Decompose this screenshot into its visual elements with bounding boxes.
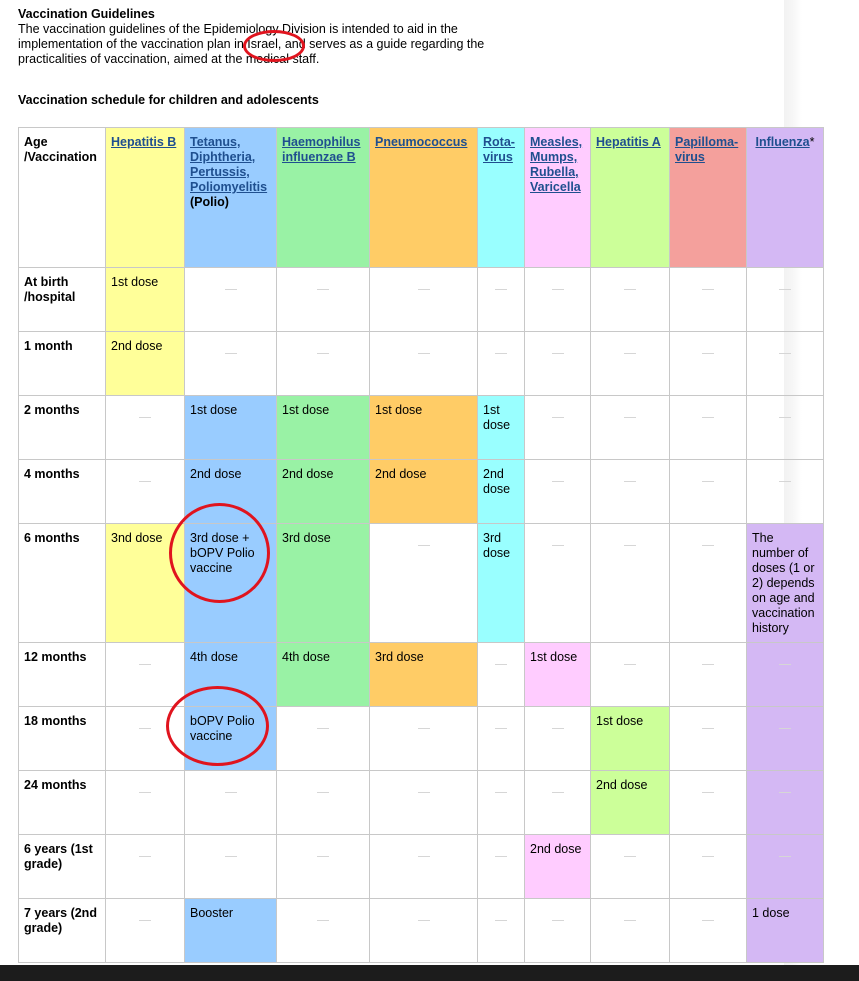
header-influenza-asterisk: * bbox=[809, 135, 815, 149]
header-measles-mumps-rubella-varicella bbox=[525, 128, 591, 268]
link-hepatitis-b[interactable]: Hepatitis B bbox=[111, 135, 177, 149]
empty-cell bbox=[478, 707, 525, 771]
age-cell: At birth /hospital bbox=[19, 268, 106, 332]
dash-mark bbox=[624, 545, 636, 546]
age-cell: 6 years (1st grade) bbox=[19, 835, 106, 899]
dose-cell-measles-mumps-rubella-varicella: 1st dose bbox=[525, 643, 591, 707]
dash-mark bbox=[418, 353, 430, 354]
dash-mark bbox=[418, 289, 430, 290]
header-age-vaccination: Age /Vaccination bbox=[19, 128, 106, 268]
dose-cell-hepatitis-a: 1st dose bbox=[591, 707, 670, 771]
dash-mark bbox=[418, 545, 430, 546]
dash-mark bbox=[495, 920, 507, 921]
dash-mark bbox=[552, 792, 564, 793]
empty-cell bbox=[106, 643, 185, 707]
dose-cell-rotavirus: 2nd dose bbox=[478, 460, 525, 524]
age-cell: 6 months bbox=[19, 524, 106, 643]
age-cell: 24 months bbox=[19, 771, 106, 835]
empty-cell bbox=[525, 332, 591, 396]
empty-cell bbox=[525, 268, 591, 332]
empty-cell bbox=[478, 643, 525, 707]
dose-cell-rotavirus: 1st dose bbox=[478, 396, 525, 460]
empty-cell bbox=[670, 707, 747, 771]
dash-mark bbox=[702, 545, 714, 546]
dose-cell-tetanus-diphtheria-pertussis-polio: 2nd dose bbox=[185, 460, 277, 524]
empty-cell bbox=[525, 899, 591, 963]
dose-cell-haemophilus-influenzae-b: 2nd dose bbox=[277, 460, 370, 524]
header-hepatitis-a bbox=[591, 128, 670, 268]
dash-mark bbox=[779, 481, 791, 482]
dose-cell-pneumococcus: 1st dose bbox=[370, 396, 478, 460]
link-rotavirus[interactable]: Rota-virus bbox=[483, 135, 515, 164]
empty-cell bbox=[277, 771, 370, 835]
empty-cell bbox=[106, 771, 185, 835]
vaccination-schedule-table bbox=[18, 127, 824, 963]
dash-mark bbox=[779, 728, 791, 729]
empty-cell bbox=[478, 899, 525, 963]
influenza-cell bbox=[747, 835, 824, 899]
table-row bbox=[19, 332, 824, 396]
empty-cell bbox=[591, 835, 670, 899]
empty-cell bbox=[277, 899, 370, 963]
empty-cell bbox=[370, 707, 478, 771]
header-hepatitis-b bbox=[106, 128, 185, 268]
dash-mark bbox=[139, 792, 151, 793]
dose-cell-influenza: 1 dose bbox=[747, 899, 824, 963]
empty-cell bbox=[525, 707, 591, 771]
empty-cell bbox=[185, 771, 277, 835]
dash-mark bbox=[779, 417, 791, 418]
empty-cell bbox=[670, 524, 747, 643]
dash-mark bbox=[495, 856, 507, 857]
empty-cell bbox=[277, 835, 370, 899]
dash-mark bbox=[702, 417, 714, 418]
empty-cell bbox=[478, 835, 525, 899]
dose-cell-pneumococcus: 2nd dose bbox=[370, 460, 478, 524]
empty-cell bbox=[670, 332, 747, 396]
dash-mark bbox=[495, 728, 507, 729]
dash-mark bbox=[495, 289, 507, 290]
dash-mark bbox=[702, 920, 714, 921]
dash-mark bbox=[317, 856, 329, 857]
age-cell: 4 months bbox=[19, 460, 106, 524]
dash-mark bbox=[552, 353, 564, 354]
dash-mark bbox=[317, 792, 329, 793]
empty-cell bbox=[591, 643, 670, 707]
dash-mark bbox=[552, 728, 564, 729]
dose-cell-haemophilus-influenzae-b: 1st dose bbox=[277, 396, 370, 460]
dose-cell-hepatitis-b: 1st dose bbox=[106, 268, 185, 332]
header-tetanus-diphtheria-pertussis-polio bbox=[185, 128, 277, 268]
dash-mark bbox=[225, 792, 237, 793]
empty-cell bbox=[670, 899, 747, 963]
empty-cell bbox=[370, 771, 478, 835]
empty-cell bbox=[670, 268, 747, 332]
dash-mark bbox=[702, 664, 714, 665]
dash-mark bbox=[552, 289, 564, 290]
empty-cell bbox=[370, 899, 478, 963]
dose-cell-tetanus-diphtheria-pertussis-polio: 4th dose bbox=[185, 643, 277, 707]
empty-cell bbox=[591, 332, 670, 396]
empty-cell bbox=[747, 268, 824, 332]
dash-mark bbox=[225, 289, 237, 290]
table-row bbox=[19, 396, 824, 460]
dash-mark bbox=[552, 417, 564, 418]
dash-mark bbox=[139, 664, 151, 665]
influenza-cell bbox=[747, 771, 824, 835]
dash-mark bbox=[495, 792, 507, 793]
dose-cell-measles-mumps-rubella-varicella: 2nd dose bbox=[525, 835, 591, 899]
table-header-row bbox=[19, 128, 824, 268]
dash-mark bbox=[779, 792, 791, 793]
age-cell: 1 month bbox=[19, 332, 106, 396]
empty-cell bbox=[277, 332, 370, 396]
empty-cell bbox=[670, 771, 747, 835]
empty-cell bbox=[370, 332, 478, 396]
dash-mark bbox=[624, 920, 636, 921]
dash-mark bbox=[139, 728, 151, 729]
dose-cell-tetanus-diphtheria-pertussis-polio: bOPV Polio vaccine bbox=[185, 707, 277, 771]
dash-mark bbox=[552, 545, 564, 546]
dose-cell-tetanus-diphtheria-pertussis-polio: 1st dose bbox=[185, 396, 277, 460]
empty-cell bbox=[106, 899, 185, 963]
dash-mark bbox=[702, 353, 714, 354]
empty-cell bbox=[525, 396, 591, 460]
influenza-cell bbox=[747, 643, 824, 707]
empty-cell bbox=[106, 835, 185, 899]
empty-cell bbox=[277, 707, 370, 771]
empty-cell bbox=[591, 396, 670, 460]
dash-mark bbox=[624, 353, 636, 354]
link-influenza[interactable]: Influenza bbox=[755, 135, 810, 149]
age-cell: 12 months bbox=[19, 643, 106, 707]
empty-cell bbox=[670, 460, 747, 524]
empty-cell bbox=[591, 268, 670, 332]
table-row bbox=[19, 643, 824, 707]
link-papillomavirus[interactable]: Papilloma-virus bbox=[675, 135, 739, 164]
dose-cell-hepatitis-a: 2nd dose bbox=[591, 771, 670, 835]
header-polio-suffix: (Polio) bbox=[190, 195, 229, 209]
dash-mark bbox=[139, 481, 151, 482]
dash-mark bbox=[317, 289, 329, 290]
empty-cell bbox=[106, 396, 185, 460]
table-row bbox=[19, 524, 824, 643]
intro-title: Vaccination Guidelines bbox=[18, 7, 155, 21]
dash-mark bbox=[139, 856, 151, 857]
link-measles-mumps-rubella-varicella[interactable]: Measles, Mumps, Rubella, Varicella bbox=[530, 135, 583, 194]
empty-cell bbox=[185, 835, 277, 899]
dash-mark bbox=[702, 856, 714, 857]
dose-cell-haemophilus-influenzae-b: 4th dose bbox=[277, 643, 370, 707]
empty-cell bbox=[747, 396, 824, 460]
link-haemophilus-influenzae-b[interactable]: Haemophilus influenzae B bbox=[282, 135, 361, 164]
empty-cell bbox=[747, 332, 824, 396]
dash-mark bbox=[702, 728, 714, 729]
empty-cell bbox=[670, 396, 747, 460]
dash-mark bbox=[225, 353, 237, 354]
table-row bbox=[19, 707, 824, 771]
dash-mark bbox=[702, 481, 714, 482]
empty-cell bbox=[525, 771, 591, 835]
table-row bbox=[19, 460, 824, 524]
dash-mark bbox=[225, 856, 237, 857]
empty-cell bbox=[370, 835, 478, 899]
dash-mark bbox=[702, 289, 714, 290]
intro-body: The vaccination guidelines of the Epidemiology Division is intended to aid in the implementation of the vaccination plan in Israel, and serves as a guide regarding the practicalities of vaccination, aimed at the medical staff. bbox=[18, 22, 485, 66]
link-hepatitis-a[interactable]: Hepatitis A bbox=[596, 135, 661, 149]
dose-cell-hepatitis-b: 3nd dose bbox=[106, 524, 185, 643]
header-influenza bbox=[747, 128, 824, 268]
dash-mark bbox=[495, 664, 507, 665]
dash-mark bbox=[139, 417, 151, 418]
dash-mark bbox=[317, 353, 329, 354]
empty-cell bbox=[525, 524, 591, 643]
empty-cell bbox=[106, 460, 185, 524]
dash-mark bbox=[418, 792, 430, 793]
bottom-dark-bar bbox=[0, 965, 859, 981]
empty-cell bbox=[478, 268, 525, 332]
dash-mark bbox=[779, 289, 791, 290]
schedule-title: Vaccination schedule for children and adolescents bbox=[18, 93, 319, 107]
empty-cell bbox=[478, 771, 525, 835]
age-cell: 2 months bbox=[19, 396, 106, 460]
dose-cell-influenza: The number of doses (1 or 2) depends on age and vaccination history bbox=[747, 524, 824, 643]
dash-mark bbox=[624, 856, 636, 857]
empty-cell bbox=[670, 643, 747, 707]
dash-mark bbox=[418, 728, 430, 729]
dash-mark bbox=[624, 481, 636, 482]
dash-mark bbox=[624, 664, 636, 665]
header-pneumococcus bbox=[370, 128, 478, 268]
link-tetanus-diphtheria-pertussis-polio[interactable]: Tetanus, Diphtheria, Pertussis, Poliomyelitis bbox=[190, 135, 268, 194]
empty-cell bbox=[747, 460, 824, 524]
dash-mark bbox=[779, 353, 791, 354]
empty-cell bbox=[185, 332, 277, 396]
age-cell: 18 months bbox=[19, 707, 106, 771]
intro-section bbox=[18, 7, 578, 67]
dash-mark bbox=[624, 289, 636, 290]
dash-mark bbox=[552, 481, 564, 482]
dash-mark bbox=[317, 728, 329, 729]
dash-mark bbox=[418, 920, 430, 921]
dash-mark bbox=[317, 920, 329, 921]
header-haemophilus-influenzae-b bbox=[277, 128, 370, 268]
dash-mark bbox=[552, 920, 564, 921]
empty-cell bbox=[591, 460, 670, 524]
empty-cell bbox=[670, 835, 747, 899]
dash-mark bbox=[702, 792, 714, 793]
empty-cell bbox=[106, 707, 185, 771]
empty-cell bbox=[277, 268, 370, 332]
empty-cell bbox=[591, 524, 670, 643]
table-row bbox=[19, 268, 824, 332]
dash-mark bbox=[779, 856, 791, 857]
dose-cell-hepatitis-b: 2nd dose bbox=[106, 332, 185, 396]
dose-cell-rotavirus: 3rd dose bbox=[478, 524, 525, 643]
empty-cell bbox=[478, 332, 525, 396]
dose-cell-tetanus-diphtheria-pertussis-polio: 3rd dose + bOPV Polio vaccine bbox=[185, 524, 277, 643]
dose-cell-tetanus-diphtheria-pertussis-polio: Booster bbox=[185, 899, 277, 963]
dash-mark bbox=[624, 417, 636, 418]
header-papillomavirus bbox=[670, 128, 747, 268]
empty-cell bbox=[370, 524, 478, 643]
age-cell: 7 years (2nd grade) bbox=[19, 899, 106, 963]
empty-cell bbox=[370, 268, 478, 332]
dash-mark bbox=[779, 664, 791, 665]
dash-mark bbox=[418, 856, 430, 857]
dash-mark bbox=[495, 353, 507, 354]
table-row bbox=[19, 771, 824, 835]
table-row bbox=[19, 899, 824, 963]
link-pneumococcus[interactable]: Pneumococcus bbox=[375, 135, 468, 149]
empty-cell bbox=[591, 899, 670, 963]
dose-cell-haemophilus-influenzae-b: 3rd dose bbox=[277, 524, 370, 643]
header-rotavirus bbox=[478, 128, 525, 268]
table-row bbox=[19, 835, 824, 899]
empty-cell bbox=[185, 268, 277, 332]
influenza-cell bbox=[747, 707, 824, 771]
empty-cell bbox=[525, 460, 591, 524]
dash-mark bbox=[139, 920, 151, 921]
dose-cell-pneumococcus: 3rd dose bbox=[370, 643, 478, 707]
